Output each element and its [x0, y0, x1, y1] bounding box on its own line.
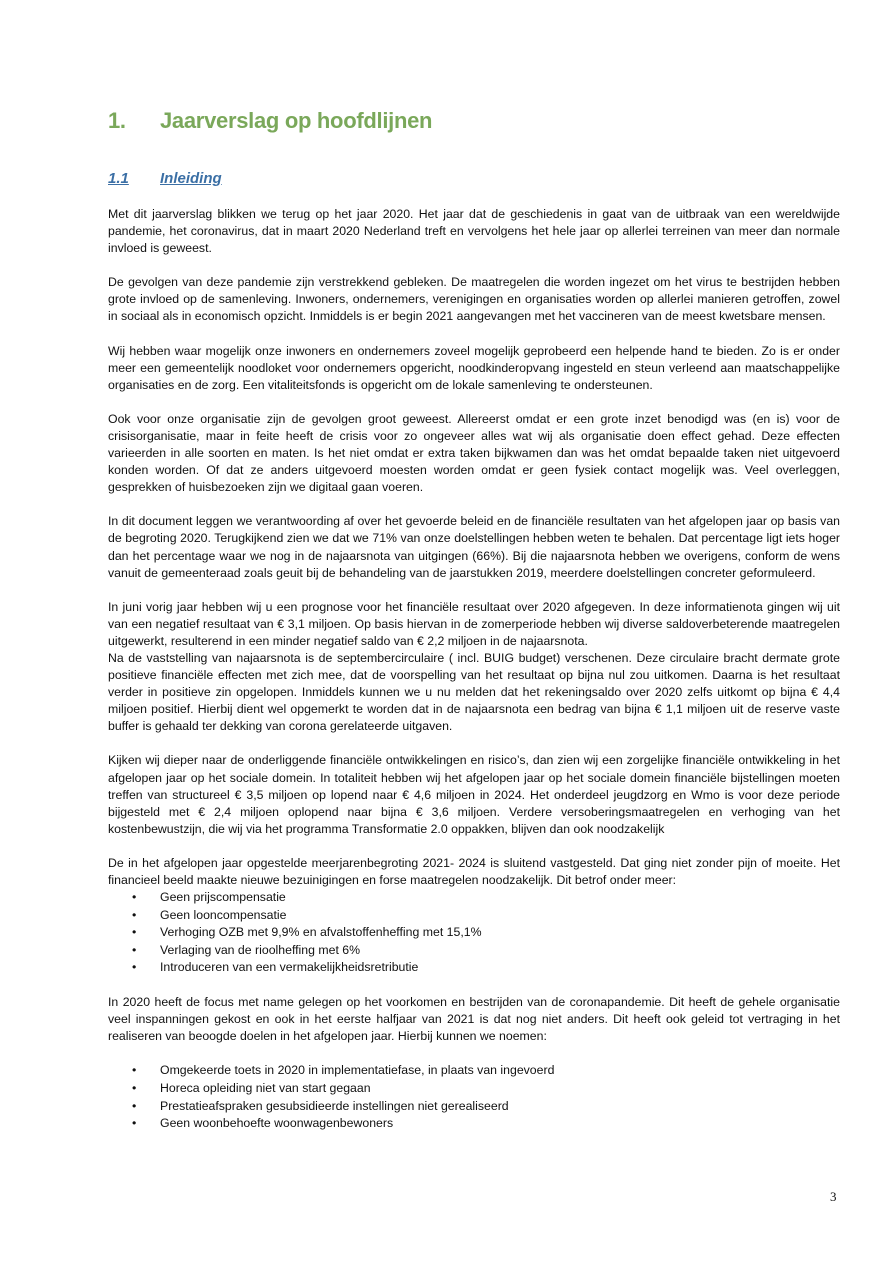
paragraph: In dit document leggen we verantwoording af over het gevoerde beleid en de financiële resultaten van het afgelopen jaar op basis van de begroting 2020. Terugkijkend zien we dat we 71% van onze doelstellingen hebben weten te behalen. Dat percentage ligt iets hoger dan het percentage waar we nog in de najaarsnota van uitgingen (66%). Bij die najaarsnota hebben we overigens, conform de wens vanuit de gemeenteraad zoals geuit bij de behandeling van de jaarstukken 2019, meerdere doelstellingen concreter geformuleerd. — [108, 514, 840, 580]
paragraph: Ook voor onze organisatie zijn de gevolgen groot geweest. Allereerst omdat er een grote inzet benodigd was (en is) voor de crisisorganisatie, maar in feite heeft de crisis voor zo ongeveer alles wat wij als organisatie doen effect gehad. Deze effecten varieerden in alle soorten en maten. Is het niet omdat er extra taken bijkwamen dan was het omdat bepaalde taken niet uitgevoerd konden worden. Of dat ze anders uitgevoerd moesten worden omdat er geen fysiek contact mogelijk was. Veel overleggen, gesprekken of huisbezoeken zijn we digitaal gaan voeren. — [108, 411, 840, 495]
list-item: • Introduceren van een vermakelijkheidsretributie — [108, 959, 840, 977]
list-item: • Horeca opleiding niet van start gegaan — [108, 1080, 840, 1098]
list-item: • Omgekeerde toets in 2020 in implementatiefase, in plaats van ingevoerd — [108, 1062, 840, 1080]
paragraph: Kijken wij dieper naar de onderliggende financiële ontwikkelingen en risico’s, dan zien wij een zorgelijke financiële ontwikkeling in het afgelopen jaar op het sociale domein. In totaliteit hebben wij het afgelopen jaar op het sociale domein financiële bijstellingen moeten treffen van structureel € 3,5 miljoen op lopend naar € 4,6 miljoen in 2024. Het onderdeel jeugdzorg en Wmo is voor deze periode bijgesteld met € 2,4 miljoen oplopend naar bijna € 3,6 miljoen. Verdere versoberingsmaatregelen en verhoging van het kostenbewustzijn, die wij via het programma Transformatie 2.0 oppakken, blijven dan ook noodzakelijk — [108, 753, 840, 836]
list-item: • Geen looncompensatie — [108, 907, 840, 925]
list-item: • Geen prijscompensatie — [108, 889, 840, 907]
paragraph: De in het afgelopen jaar opgestelde meerjarenbegroting 2021- 2024 is sluitend vastgesteld. Dat ging niet zonder pijn of moeite. Het financieel beeld maakte nieuwe bezuinigingen en forse maatregelen noodzakelijk. Dit betrof onder meer: — [108, 855, 840, 887]
body-text — [108, 206, 840, 1150]
paragraph: De gevolgen van deze pandemie zijn verstrekkend gebleken. De maatregelen die worden ingezet om het virus te bestrijden hebben grote invloed op de samenleving. Inwoners, ondernemers, verenigingen en organisaties worden op allerlei manieren getroffen, zowel in sociaal als in economisch opzicht. Inmiddels is er begin 2021 aangevangen met het vaccineren van de meest kwetsbare mensen. — [108, 275, 840, 324]
list-item: • Verhoging OZB met 9,9% en afvalstoffenheffing met 15,1% — [108, 924, 840, 942]
chapter-heading — [108, 108, 432, 134]
list-item: • Geen woonbehoefte woonwagenbewoners — [108, 1115, 840, 1133]
paragraph: In 2020 heeft de focus met name gelegen op het voorkomen en bestrijden van de coronapandemie. Dit heeft de gehele organisatie veel inspanningen gekost en ook in het eerste halfjaar van 2021 is dat nog niet anders. Dit heeft ook geleid tot vertraging in het realiseren van beoogde doelen in het afgelopen jaar. Hierbij kunnen we noemen: — [108, 995, 840, 1044]
delays-list — [108, 1062, 840, 1132]
page-number: 3 — [830, 1189, 837, 1204]
paragraph: In juni vorig jaar hebben wij u een prognose voor het financiële resultaat over 2020 afgegeven. In deze informatienota gingen wij uit van een negatief resultaat van € 3,1 miljoen. Op basis hiervan in de zomerperiode hebben wij diverse saldoverbeterende maatregelen uitgewerkt, resulterend in een minder negatief saldo van € 2,2 miljoen in de najaarsnota. — [108, 599, 840, 648]
list-item: • Verlaging van de rioolheffing met 6% — [108, 942, 840, 960]
section-number: 1.1 — [108, 170, 129, 187]
chapter-title: Jaarverslag op hoofdlijnen — [160, 108, 433, 133]
paragraph: Wij hebben waar mogelijk onze inwoners en ondernemers zoveel mogelijk geprobeerd een helpende hand te bieden. Zo is er onder meer een gemeentelijk noodloket voor ondernemers opgericht, noodkinderopvang ingesteld en steun verleend aan maatschappelijke organisaties en de zorg. Een vitaliteitsfonds is opgericht om de lokale samenleving te ondersteunen. — [108, 343, 840, 392]
paragraph: Met dit jaarverslag blikken we terug op het jaar 2020. Het jaar dat de geschiedenis in gaat van de uitbraak van een wereldwijde pandemie, het coronavirus, dat in maart 2020 Nederland treft en vervolgens het hele jaar op allerlei terreinen van meer dan normale invloed is geweest. — [108, 207, 840, 256]
chapter-number: 1. — [108, 108, 126, 133]
paragraph: Na de vaststelling van najaarsnota is de septembercirculaire ( incl. BUIG budget) verschenen. Deze circulaire bracht dermate grote positieve financiële effecten met zich mee, dat de voorspelling van het resultaat op bijna nul zou uitkomen. Daarna is het resultaat verder in positieve zin opgelopen. Inmiddels kunnen we u nu melden dat het rekeningsaldo over 2020 zelfs uitkomt op bijna € 4,4 miljoen positief. Hierbij dient wel opgemerkt te worden dat in de najaarsnota een bedrag van bijna € 1,1 miljoen uit de reserve vaste buffer is gehaald ter dekking van corona gerelateerde uitgaven. — [108, 650, 840, 734]
list-item: • Prestatieafspraken gesubsidieerde instellingen niet gerealiseerd — [108, 1098, 840, 1116]
section-heading — [108, 170, 222, 187]
measures-list — [108, 889, 840, 977]
section-title: Inleiding — [160, 170, 222, 187]
